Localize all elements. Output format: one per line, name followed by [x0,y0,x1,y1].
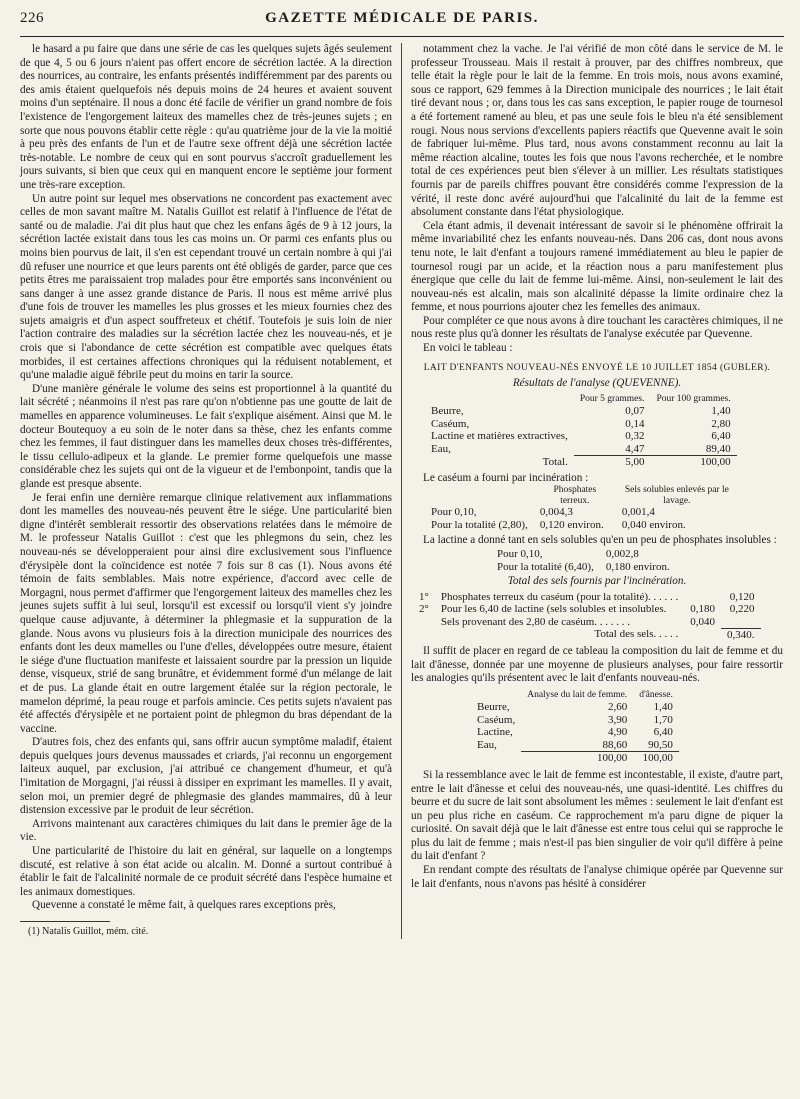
paragraph: Quevenne a constaté le même fait, à quelques rares exceptions près, [32,899,336,912]
comparison-table [471,689,679,765]
footnote: (1) Natalis Guillot, mém. cité. [28,926,149,937]
paragraph: Il suffit de placer en regard de ce tableau la composition du lait de femme et du lait d'ânesse, donnée par une moyenne de plusieurs analyses, pour faire ressortir les analogies qu'ils présentent avec le lait d'enfants nouveau-nés. [411,645,783,685]
cell-value: 2,60 [607,701,628,714]
row-label: Sels provenant des 2,80 de caséum. . . . . . . [440,615,631,628]
column-header: Pour 100 grammes. [656,393,731,404]
paragraph: Si la ressemblance avec le lait de femme est incontestable, il existe, d'autre part, entre le lait d'ânesse et celui des nouveau-nés, une quasi-identité. Les chiffres du beurre et du sucre de lait sont absolument les mêmes : seulement le lait d'enfant est un peu plus riche en caséum. Ce rapprochement m'a paru digne de piquer la curiosité. On savait déjà que le lait d'ânesse est entre tous celui qui se rapproche le plus du lait de femme ; mais n'est-il pas bien singulier de voir qu'il diffère à peine du lait d'enfant ? [411,768,783,863]
row-label: Lactine et matières extractives, [431,430,568,443]
table-row [471,739,679,752]
row-number: 2° [419,603,429,616]
table-row [425,443,737,456]
column-header: Sels solubles enlevés par le lavage. [624,485,729,506]
cell-value [684,591,721,604]
paragraph: En voici le tableau : [423,342,513,355]
paragraph: Un autre point sur lequel mes observations ne concordent pas exactement avec celles de mon savant maître M. Natalis Guillot est relatif à l'influence de l'état de santé ou de maladie. J'ai dit plus haut que chez les enfans âgés de 9 à 12 jours, la sécrétion lactée existait dans tous les cas moins un. Or parmi ces enfants plus ou moins bien pourvus de lait, il s'en est cependant trouvé un certain nombre à qui j'ai dû refuser une nourrice et que leurs parents ont été obligés de garder, parce que ces petits êtres me paraissaient trop malades pour être emportés sans inconvénient ou sans danger à une assez grande distance de Paris. Il nous est même arrivé plus d'une fois de trouver les mamelles les plus grosses et les mieux fournies chez des sujets amaigris et d'un aspect souffreteux et chétif. Toutefois je suis loin de nier l'action contraire des maladies sur la sécrétion lactée chez les nouveau-nés, et je crois que si l'abondance de cette sécrétion est compatible avec quelques états morbides, il est certaines affections chroniques qui la réduisent notablement, et qu'une maladie aiguë fébrile peut du moins en tarir la source. [20,192,392,382]
row-label: Pour les 6,40 de lactine (sels solubles et insolubles. [440,603,667,616]
row-label: Caséum, [477,713,516,726]
table-row [471,701,679,714]
journal-title: GAZETTE MÉDICALE DE PARIS. [265,10,539,26]
cell-value: 100,00 [642,752,673,765]
cell-value: 0,002,8 [605,548,639,561]
cell-value: 4,47 [574,443,651,456]
cell-value: 0,180 [690,603,716,616]
cell-value: 0,040 environ. [621,518,686,531]
cell-value: 0,040 [690,615,716,628]
table-row [425,519,738,532]
cell-value: 0,220 [729,603,755,616]
footnote-rule [20,921,110,922]
analysis-table [425,393,737,469]
table-row [425,430,737,443]
row-label: Total des sels. . . . . [594,628,679,641]
cell-value: 1,40 [711,405,731,418]
total-row [425,456,737,469]
cell-value [721,616,761,629]
paragraph: Pour compléter ce que nous avons à dire touchant les caractères chimiques, il ne nous reste plus qu'à donner les résultats de l'analyse exécutée par Quevenne. [411,314,783,341]
right-column [402,43,783,939]
table-title: LAIT D'ENFANTS NOUVEAU-NÉS ENVOYÉ LE 10 JUILLET 1854 (GUBLER). [423,362,771,373]
row-label: Pour la totalité (6,40), [497,560,594,573]
row-label: Beurre, [477,701,510,714]
salts-subtitle: Total des sels fournis par l'incinération. [507,575,687,588]
cell-value: 1,40 [653,701,673,714]
cell-value: 2,80 [711,417,731,430]
row-label: Eau, [431,443,451,456]
cell-value: 5,00 [625,456,645,469]
paragraph: En rendant compte des résultats de l'analyse chimique opérée par Quevenne sur le lait d'enfants, nous n'avons pas hésité à considérer [411,864,783,890]
paragraph: Cela étant admis, il devenait intéressant de savoir si le phénomène offrirait la même invariabilité chez les enfants nouveau-nés. Dans 206 cas, dont nous avons tenu note, le lait d'enfant a toujours ramené immédiatement au bleu le papier de tournesol rougi par un acide, et la réaction nous a paru manifestement plus énergique que celle du lait de femme lui-même. Ainsi, non-seulement le lait des nouveau-nés est alcalin, mais son alcalinité dépasse la limite ordinaire chez la femme, et nous pourrions ajouter chez les femelles des animaux. [411,219,783,314]
paragraph: Une particularité de l'histoire du lait en général, sur laquelle on a longtemps discuté, est relative à son état acide ou alcalin. M. Donné a surtout contribué à établir le fait de l'alcalinité normale de ce produit sécrété dans l'espèce humaine et les animaux domestiques. [20,845,392,898]
cell-value: 90,50 [633,739,679,752]
row-number: 1° [419,590,429,603]
cell-value: 100,00 [700,456,731,469]
column-header: Analyse du lait de femme. [527,689,628,700]
cell-value: 0,120 environ. [539,518,604,531]
table-row [471,714,679,727]
page-header [20,10,784,36]
page-number: 226 [20,10,44,26]
row-label: Pour 0,10, [497,548,543,561]
cell-value: 6,40 [711,430,731,443]
cell-value: 4,90 [607,726,628,739]
column-header: d'ânesse. [639,689,673,700]
row-number [413,616,435,629]
row-label: Lactine, [477,726,513,739]
cell-value: 0,004,3 [539,506,573,519]
lactine-table [491,548,676,573]
total-row [413,628,761,641]
header-rule [20,36,784,37]
row-label: Pour 0,10, [431,506,477,519]
paragraph: D'autres fois, chez des enfants qui, sans offrir aucun symptôme maladif, étaient depuis quelques jours devenus maussades et criards, j'ai reconnu un engorgement laiteux auquel, par exclusion, j'ai attribué ce changement d'humeur, et qu'à l'imitation de Morgagni, j'ai réussi à dissiper en exprimant les mamelles. Il y avait, selon moi, un premier degré de phlegmasie des glandes mammaires, dû à leur distension excessive par le produit de leur sécrétion. [20,736,392,817]
cell-value: 6,40 [653,726,673,739]
cell-value: 0,180 environ. [605,560,670,573]
cell-value: 0,32 [625,430,645,443]
cell-value: 89,40 [650,443,736,456]
row-label: Eau, [477,739,497,752]
cell-value: 0,07 [625,405,645,418]
table-row [491,548,676,561]
row-label: Pour la totalité (2,80), [431,518,528,531]
cell-value: 88,60 [521,739,633,752]
paragraph: D'une manière générale le volume des seins est proportionnel à la quantité du lait sécrété ; néanmoins il n'est pas rare qu'on n'obtienne pas une goutte de lait de mamelles en apparence volumineuses. Le fait s'explique aisément. Ainsi que M. le docteur Boutequoy a eu soin de le noter dans sa thèse, chez les enfants comme chez les femmes, il faut distinguer dans les mamelles deux choses très-différentes, le tissu cellulo-adipeux et la glande. Le premier forme quelquefois une masse considérable chez les sujets qui ont de la vigueur et de l'embonpoint, tandis que la glande est presque absente. [20,382,392,490]
row-label: Beurre, [431,405,464,418]
analysis-subtitle: Résultats de l'analyse (QUEVENNE). [512,377,682,390]
paragraph: notamment chez la vache. Je l'ai vérifié de mon côté dans le service de M. le professeur Trousseau. Mais il restait à prouver, par des chiffres nombreux, que telle était la règle pour le lait de la femme. En trois mois, nous avons examiné, sous ce rapport, 629 femmes à la Direction municipale des nourrices ; le lait était tiré devant nous ; or, dans tous les cas sans exception, le papier rouge de tournesol a été fortement ramené au bleu, et pas une seule fois le bleu n'a été sensiblement rougi. Nous nous servions d'excellents papiers réactifs que Quevenne avait le soin de fabriquer lui-même. Plus tard, nous avons constamment reconnu au lait la même réaction alcaline, toutes les fois que nous l'avons recherchée, et le nombre total de ces expériences peut bien s'élever à un millier. Les résultats statistiques fournis par de pareils chiffres pouvant être considérés comme l'expression de la vérité, il reste donc avéré aujourd'hui que l'alcalinité du lait de la femme est absolument constante dans l'état physiologique. [411,43,783,219]
salts-table [413,591,761,642]
cell-value: 0,120 [729,590,755,603]
table-row [413,616,761,629]
cell-value: 1,70 [653,713,673,726]
cell-value: 0,14 [625,417,645,430]
table-row [413,591,761,604]
table-row [425,506,738,519]
column-header: Pour 5 grammes. [579,393,645,404]
table-row [413,603,761,616]
column-header: Phosphates terreux. [553,485,597,506]
table-row [471,726,679,739]
table-row [425,418,737,431]
row-label: Total. [542,456,568,469]
paragraph: La lactine a donné tant en sels solubles qu'en un peu de phosphates insolubles : [423,534,777,547]
left-column [20,43,402,939]
paragraph: Je ferai enfin une dernière remarque clinique relativement aux inflammations dont les mamelles des nouveau-nés peuvent être le siége. Une particularité bien digne d'intérêt semblerait ressortir des observations relatées dans le mémoire de M. le professeur Natalis Guillot : c'est que les phlegmons du sein, chez les nouveau-nés se développeraient pour ainsi dire exclusivement sous l'influence d'érysipèle dont la coïncidence est notée 7 fois sur 8 cas (1). Nous avons été témoin de faits semblables. Mais notre expérience, d'accord avec celle de Morgagni, nous permet d'affirmer que l'engorgement laiteux des mamelles chez les jeunes sujets suffit à lui seul, lorsqu'il est excessif ou lorsqu'il vient s'y joindre quelque cause adjuvante, à déterminer la phlegmasie et la suppuration de la glande. Nous avons vu plusieurs fois à la direction municipale des nourrices des enfants dont les deux mamelles ou l'une d'elles, développées outre mesure, étaient le siége d'une fluctuation manifeste et laissaient sourdre par la pression un liquide dense, visqueux, strié de sang brunâtre, et évidemment formé d'un mélange de lait et de pus. La glande était en outre largement étalée sur la région pectorale, le mamelon déprimé, la peau rouge et parfois amincie. Ces petits sujets n'avaient pas été affectés d'érysipèle et ne portaient point de phlegmon du bras dépendant de la vaccine. [20,491,392,735]
paragraph: Arrivons maintenant aux caractères chimiques du lait dans le premier âge de la vie. [20,817,392,844]
caseum-table [425,485,738,531]
cell-value: 0,340. [727,628,755,641]
row-label: Caséum, [431,417,470,430]
row-label: Phosphates terreux du caséum (pour la totalité). . . . . . [440,590,679,603]
total-row [471,752,679,765]
cell-value: 100,00 [596,752,628,765]
cell-value: 3,90 [607,713,628,726]
table-row [491,561,676,574]
paragraph: Le caséum a fourni par incinération : [423,471,589,484]
table-row [425,405,737,418]
cell-value: 0,001,4 [621,506,655,519]
paragraph: le hasard a pu faire que dans une série de cas les quelques sujets âgés seulement de que 4, 5 ou 6 jours n'aient pas offert encore de sécrétion lactée. A la direction des nourrices, au contraire, les enfants présentés indifféremment par des parents ou des amis étaient quelquefois nés depuis moins de 24 heures et avaient souvent moins d'un septénaire. Il nous a donc été facile de vérifier un grand nombre de fois l'existence de l'engorgement laiteux des mamelles chez de très-jeunes sujets ; en sorte que nous pouvons établir cette règle : qu'au quatrième jour de la vie la moitié à peu près des enfants de l'un et de l'autre sexe offrent déjà une sécrétion lactée très-notable. Le nombre de ceux qui en sont pourvus s'accroît graduellement les jours suivants, si bien que ceux qui en manquent encore le septième jour forment une très-rare exception. [20,43,392,191]
